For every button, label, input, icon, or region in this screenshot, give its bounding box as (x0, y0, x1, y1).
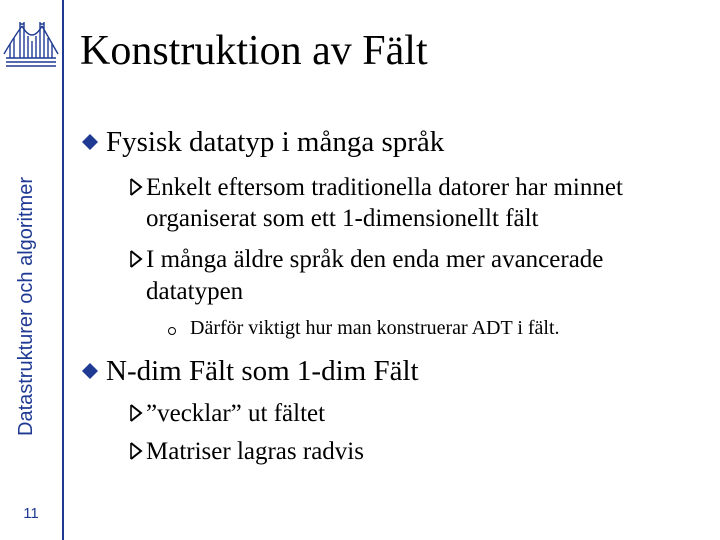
vertical-course-title: Datastrukturer och algoritmer (15, 177, 37, 436)
bullet-text: datatypen (146, 278, 244, 305)
arrow-bullet-icon (128, 442, 144, 460)
bridge-logo-icon (2, 14, 60, 70)
sidebar (0, 0, 62, 540)
bullet-text: Fysisk datatyp i många språk (106, 126, 445, 158)
bullet-text: N-dim Fält som 1-dim Fält (106, 355, 419, 387)
bullet-text: Matriser lagras radvis (146, 438, 364, 465)
bullet-text: organiserat som ett 1-dimensionellt fält (146, 205, 539, 232)
bullet-text: ”vecklar” ut fältet (146, 400, 326, 427)
sidebar-divider (62, 0, 64, 540)
diamond-bullet-icon (82, 134, 98, 150)
diamond-bullet-icon (82, 363, 98, 379)
arrow-bullet-icon (128, 404, 144, 422)
arrow-bullet-icon (128, 178, 144, 196)
slide-title: Konstruktion av Fält (80, 28, 428, 74)
bullet-text: Därför viktigt hur man konstruerar ADT i fält. (190, 317, 560, 339)
bullet-text: Enkelt eftersom traditionella datorer har minnet (146, 174, 623, 201)
page-number: 11 (23, 505, 39, 522)
bullet-text: I många äldre språk den enda mer avancerade (146, 246, 604, 273)
circle-bullet-icon (168, 327, 176, 335)
arrow-bullet-icon (128, 250, 144, 268)
